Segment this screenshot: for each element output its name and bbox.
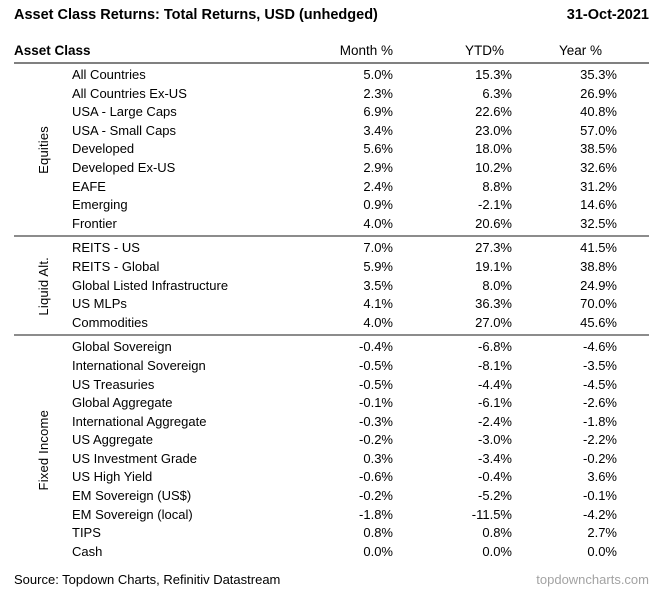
ytd-value-cell: -3.0% — [478, 432, 512, 448]
asset-name-cell: TIPS — [72, 525, 101, 541]
table-row — [72, 140, 649, 159]
ytd-value-cell: 0.8% — [482, 525, 512, 541]
month-value-cell: 4.1% — [363, 296, 393, 312]
year-value-cell: -2.6% — [583, 395, 617, 411]
asset-name-cell: REITS - Global — [72, 258, 160, 274]
ytd-value-cell: 18.0% — [475, 141, 512, 157]
year-value-cell: 57.0% — [580, 122, 617, 138]
ytd-value-cell: -4.4% — [478, 376, 512, 392]
year-value-cell: 45.6% — [580, 314, 617, 330]
ytd-value-cell: 19.1% — [475, 258, 512, 274]
month-value-cell: -0.3% — [359, 413, 393, 429]
month-value-cell: 5.9% — [363, 258, 393, 274]
row-spacer — [617, 524, 649, 543]
asset-name-cell: USA - Small Caps — [72, 122, 177, 138]
row-spacer — [617, 66, 649, 85]
asset-name-cell: International Sovereign — [72, 357, 206, 373]
table-row — [72, 85, 649, 104]
asset-name-cell: Developed — [72, 141, 135, 157]
asset-name-cell: Global Sovereign — [72, 339, 172, 355]
table-row — [72, 277, 649, 296]
table-row — [72, 506, 649, 525]
asset-name-cell: US High Yield — [72, 469, 153, 485]
row-spacer — [617, 394, 649, 413]
asset-name-cell: Developed Ex-US — [72, 159, 176, 175]
asset-name-cell: Frontier — [72, 215, 117, 231]
month-value-cell: 3.5% — [363, 277, 393, 293]
month-value-cell: 2.4% — [363, 178, 393, 194]
source-text: Source: Topdown Charts, Refinitiv Datastream — [14, 572, 281, 588]
asset-name-cell: USA - Large Caps — [72, 104, 177, 120]
table-row — [72, 338, 649, 357]
table-row — [72, 450, 649, 469]
row-spacer — [617, 314, 649, 333]
ytd-value-cell: -5.2% — [478, 488, 512, 504]
asset-name-cell: Emerging — [72, 197, 128, 213]
row-spacer — [617, 140, 649, 159]
asset-group-fixed-income — [14, 334, 649, 563]
ytd-value-cell: -6.8% — [478, 339, 512, 355]
table-row — [72, 239, 649, 258]
month-value-cell: 6.9% — [363, 104, 393, 120]
row-spacer — [617, 239, 649, 258]
column-header-asset-class: Asset Class — [14, 43, 91, 58]
column-header-ytd: YTD% — [464, 43, 504, 58]
month-value-cell: -0.5% — [359, 357, 393, 373]
group-rows — [72, 64, 649, 235]
ytd-value-cell: -3.4% — [478, 450, 512, 466]
row-spacer — [617, 196, 649, 215]
table-row — [72, 295, 649, 314]
ytd-value-cell: -11.5% — [471, 506, 512, 522]
year-value-cell: -3.5% — [583, 357, 617, 373]
year-value-cell: 32.6% — [580, 159, 617, 175]
asset-name-cell: Global Aggregate — [72, 395, 173, 411]
month-value-cell: 0.3% — [363, 450, 393, 466]
year-value-cell: 38.8% — [580, 258, 617, 274]
ytd-value-cell: -8.1% — [478, 357, 512, 373]
table-row — [72, 122, 649, 141]
row-spacer — [617, 258, 649, 277]
table-row — [72, 314, 649, 333]
month-value-cell: 0.0% — [363, 543, 393, 559]
ytd-value-cell: 22.6% — [475, 104, 512, 120]
ytd-value-cell: 0.0% — [482, 543, 512, 559]
ytd-value-cell: 8.0% — [482, 277, 512, 293]
group-label — [14, 64, 72, 235]
group-label-text: Fixed Income — [35, 409, 51, 491]
page-title: Asset Class Returns: Total Returns, USD (unhedged) — [14, 7, 378, 23]
asset-name-cell: US MLPs — [72, 296, 127, 312]
table-row — [72, 524, 649, 543]
ytd-value-cell: -0.4% — [478, 469, 512, 485]
ytd-value-cell: 27.3% — [475, 240, 512, 256]
group-label-text: Liquid Alt. — [35, 256, 51, 316]
month-value-cell: 5.0% — [363, 67, 393, 82]
asset-name-cell: All Countries Ex-US — [72, 85, 187, 101]
table-row — [72, 196, 649, 215]
month-value-cell: -0.6% — [359, 469, 393, 485]
ytd-value-cell: 8.8% — [482, 178, 512, 194]
year-value-cell: -2.2% — [583, 432, 617, 448]
asset-group-liquid-alt — [14, 235, 649, 334]
month-value-cell: 0.9% — [363, 197, 393, 213]
month-value-cell: 2.3% — [363, 85, 393, 101]
row-spacer — [617, 178, 649, 197]
month-value-cell: -0.4% — [359, 339, 393, 355]
row-spacer — [617, 103, 649, 122]
year-value-cell: -1.8% — [583, 413, 617, 429]
group-label-text: Equities — [35, 125, 51, 174]
year-value-cell: -4.5% — [583, 376, 617, 392]
year-value-cell: -0.2% — [583, 450, 617, 466]
asset-name-cell: US Aggregate — [72, 432, 153, 448]
row-spacer — [617, 338, 649, 357]
group-rows — [72, 237, 649, 334]
table-body — [14, 64, 649, 563]
row-spacer — [617, 357, 649, 376]
ytd-value-cell: 27.0% — [475, 314, 512, 330]
group-rows — [72, 336, 649, 563]
asset-name-cell: US Investment Grade — [72, 450, 197, 466]
table-row — [72, 215, 649, 234]
table-row — [72, 178, 649, 197]
row-spacer — [617, 413, 649, 432]
ytd-value-cell: 15.3% — [475, 67, 512, 82]
table-row — [72, 543, 649, 562]
month-value-cell: -0.2% — [359, 488, 393, 504]
ytd-value-cell: -2.1% — [478, 197, 512, 213]
year-value-cell: 70.0% — [580, 296, 617, 312]
year-value-cell: 41.5% — [580, 240, 617, 256]
row-spacer — [617, 215, 649, 234]
row-spacer — [617, 295, 649, 314]
year-value-cell: 2.7% — [587, 525, 617, 541]
row-spacer — [617, 159, 649, 178]
table-row — [72, 394, 649, 413]
month-value-cell: -0.5% — [359, 376, 393, 392]
ytd-value-cell: 6.3% — [482, 85, 512, 101]
year-value-cell: 24.9% — [580, 277, 617, 293]
row-spacer — [617, 431, 649, 450]
asset-name-cell: US Treasuries — [72, 376, 155, 392]
asset-name-cell: Global Listed Infrastructure — [72, 277, 229, 293]
row-spacer — [617, 543, 649, 562]
year-value-cell: 32.5% — [580, 215, 617, 231]
asset-name-cell: EM Sovereign (US$) — [72, 488, 192, 504]
report-date: 31-Oct-2021 — [566, 7, 649, 23]
column-header-month: Month % — [339, 43, 393, 58]
group-label — [14, 336, 72, 563]
month-value-cell: 0.8% — [363, 525, 393, 541]
row-spacer — [617, 468, 649, 487]
month-value-cell: 3.4% — [363, 122, 393, 138]
column-header-year: Year % — [558, 43, 602, 58]
footer — [14, 572, 649, 587]
ytd-value-cell: 10.2% — [475, 159, 512, 175]
row-spacer — [617, 122, 649, 141]
year-value-cell: 40.8% — [580, 104, 617, 120]
year-value-cell: -0.1% — [583, 488, 617, 504]
ytd-value-cell: 23.0% — [475, 122, 512, 138]
group-label — [14, 237, 72, 334]
month-value-cell: -0.1% — [359, 395, 393, 411]
table-header-row — [14, 43, 649, 64]
month-value-cell: 4.0% — [363, 314, 393, 330]
asset-name-cell: REITS - US — [72, 240, 140, 256]
row-spacer — [617, 487, 649, 506]
asset-name-cell: EAFE — [72, 178, 106, 194]
year-value-cell: -4.2% — [583, 506, 617, 522]
year-value-cell: 0.0% — [587, 543, 617, 559]
row-spacer — [617, 85, 649, 104]
month-value-cell: -0.2% — [359, 432, 393, 448]
table-row — [72, 431, 649, 450]
row-spacer — [617, 450, 649, 469]
year-value-cell: 14.6% — [580, 197, 617, 213]
month-value-cell: 7.0% — [363, 240, 393, 256]
row-spacer — [617, 277, 649, 296]
table-row — [72, 357, 649, 376]
table-row — [72, 487, 649, 506]
ytd-value-cell: -6.1% — [478, 395, 512, 411]
row-spacer — [617, 376, 649, 395]
year-value-cell: 3.6% — [587, 469, 617, 485]
table-row — [72, 413, 649, 432]
ytd-value-cell: 20.6% — [475, 215, 512, 231]
asset-name-cell: Commodities — [72, 314, 148, 330]
asset-name-cell: International Aggregate — [72, 413, 207, 429]
table-row — [72, 258, 649, 277]
month-value-cell: 4.0% — [363, 215, 393, 231]
asset-name-cell: EM Sovereign (local) — [72, 506, 193, 522]
website-text: topdowncharts.com — [536, 572, 649, 588]
asset-group-equities — [14, 64, 649, 235]
month-value-cell: 5.6% — [363, 141, 393, 157]
title-bar — [14, 7, 649, 24]
month-value-cell: -1.8% — [359, 506, 393, 522]
month-value-cell: 2.9% — [363, 159, 393, 175]
year-value-cell: 26.9% — [580, 85, 617, 101]
year-value-cell: -4.6% — [583, 339, 617, 355]
year-value-cell: 35.3% — [580, 67, 617, 82]
year-value-cell: 31.2% — [580, 178, 617, 194]
table-row — [72, 159, 649, 178]
ytd-value-cell: -2.4% — [478, 413, 512, 429]
asset-name-cell: Cash — [72, 543, 103, 559]
table-row — [72, 103, 649, 122]
table-row — [72, 376, 649, 395]
row-spacer — [617, 506, 649, 525]
ytd-value-cell: 36.3% — [475, 296, 512, 312]
table-row — [72, 468, 649, 487]
table-row — [72, 66, 649, 85]
year-value-cell: 38.5% — [580, 141, 617, 157]
asset-name-cell: All Countries — [72, 67, 146, 82]
